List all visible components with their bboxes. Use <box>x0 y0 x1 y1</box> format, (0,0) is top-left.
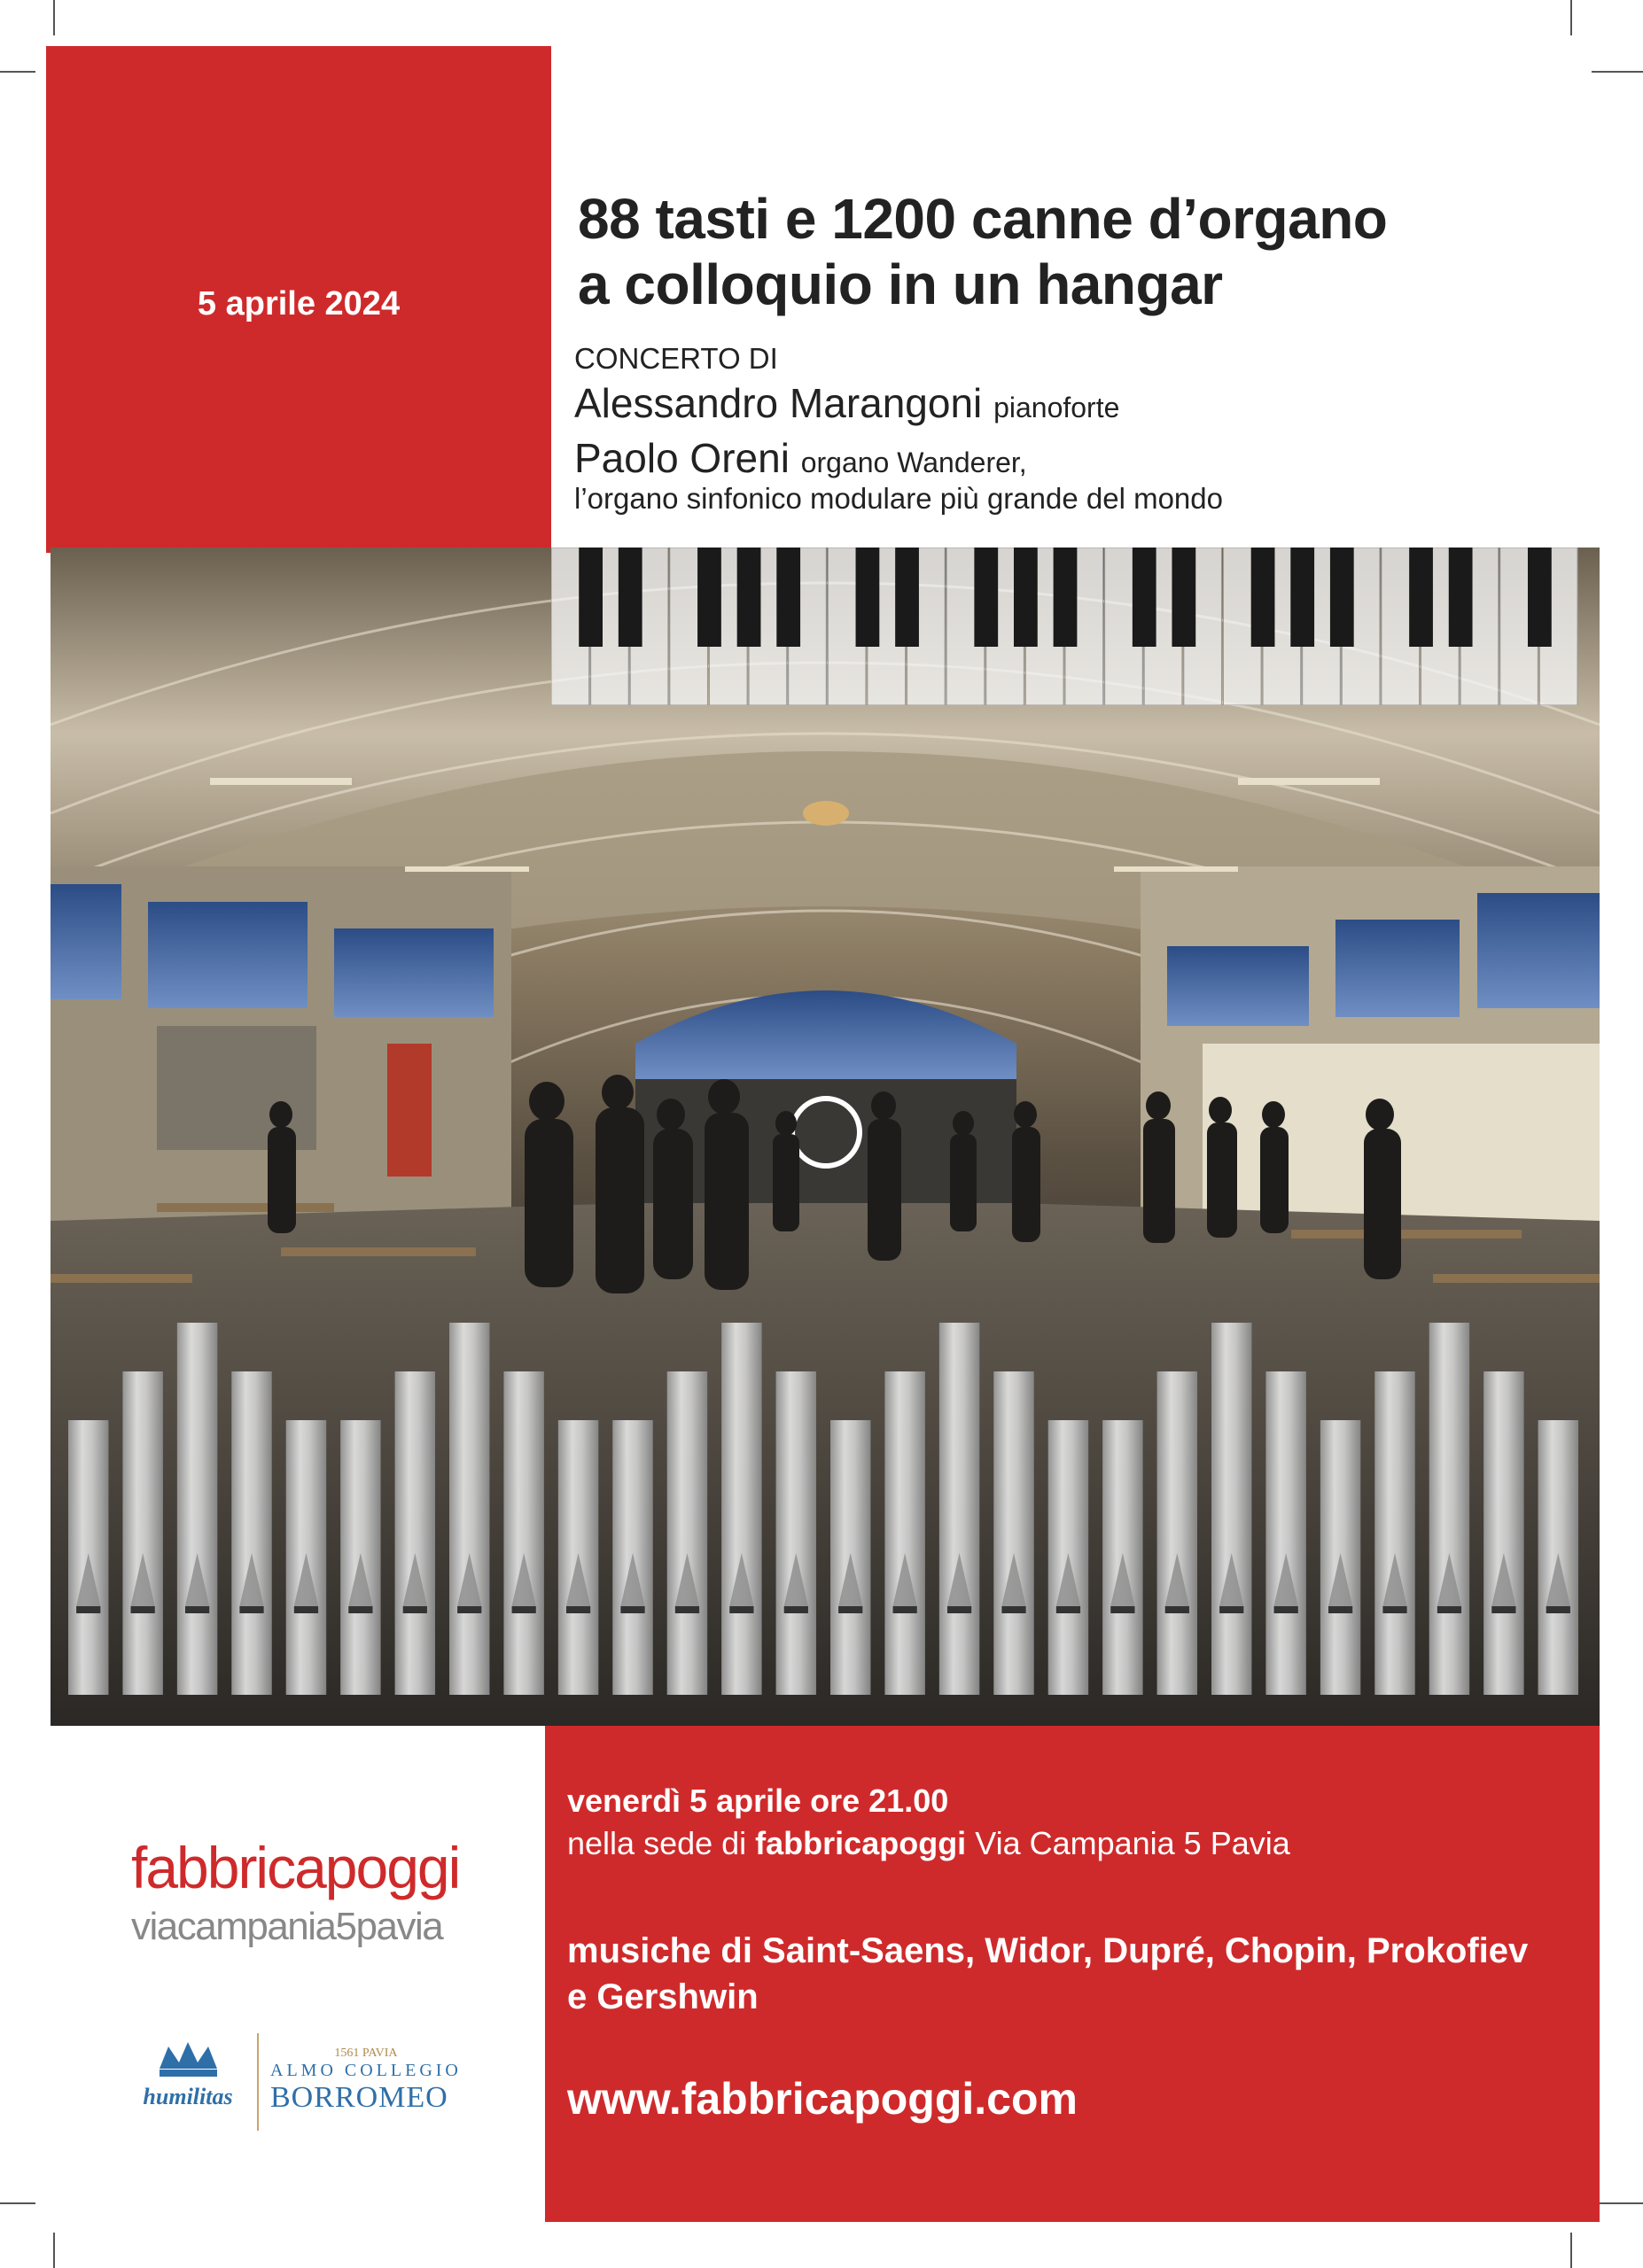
music-program: musiche di Saint-Saens, Widor, Dupré, Chopin, Prokofiev e Gershwin <box>567 1931 1529 2016</box>
black-key <box>579 548 603 647</box>
hangar-photo <box>51 548 1600 1726</box>
organ-pipe <box>993 1371 1033 1695</box>
end-window <box>635 990 1016 1079</box>
organ-pipe <box>1102 1420 1142 1695</box>
black-key <box>895 548 919 647</box>
black-key <box>1251 548 1275 647</box>
logo-divider <box>257 2033 259 2131</box>
black-key <box>1290 548 1314 647</box>
black-key <box>1528 548 1552 647</box>
organ-pipe <box>449 1323 489 1695</box>
event-date: 5 aprile 2024 <box>197 285 401 322</box>
organ-pipe <box>884 1371 924 1695</box>
poster-title <box>578 186 1387 317</box>
crown-icon <box>128 2038 248 2126</box>
performer-role: pianoforte <box>993 392 1120 423</box>
borromeo-line2: BORROMEO <box>270 2081 448 2114</box>
borromeo-logo <box>270 2047 462 2115</box>
black-key <box>1449 548 1473 647</box>
organ-pipe <box>721 1323 761 1695</box>
black-key <box>974 548 998 647</box>
crop-mark <box>1570 0 1572 35</box>
venue-name: fabbricapoggi <box>755 1825 967 1861</box>
black-key <box>856 548 880 647</box>
organ-description: l’organo sinfonico modulare più grande del mondo <box>574 482 1223 515</box>
organ-pipe <box>177 1323 217 1695</box>
organ-pipes <box>51 1323 1600 1695</box>
title-line-2: a colloquio in un hangar <box>578 252 1223 316</box>
event-datetime: venerdì 5 aprile ore 21.00 <box>567 1783 949 1819</box>
website-link[interactable]: www.fabbricapoggi.com <box>567 2074 1078 2124</box>
event-venue <box>567 1825 1290 1862</box>
black-key <box>1054 548 1078 647</box>
title-line-1: 88 tasti e 1200 canne d’organo <box>578 187 1388 251</box>
concerto-label: CONCERTO DI <box>574 342 778 375</box>
performer-role: organo Wanderer, <box>800 447 1027 478</box>
borromeo-year: 1561 PAVIA <box>334 2047 398 2060</box>
brand-name: fabbricapoggi <box>131 1835 460 1900</box>
organ-pipe <box>1429 1323 1469 1695</box>
black-key <box>1014 548 1038 647</box>
black-key <box>1172 548 1195 647</box>
black-key <box>1133 548 1156 647</box>
crop-mark <box>53 2233 55 2268</box>
organ-pipe <box>612 1420 652 1695</box>
venue-address: Via Campania 5 Pavia <box>975 1825 1290 1861</box>
organ-pipe <box>939 1323 979 1695</box>
crop-mark <box>0 2202 35 2204</box>
organ-pipe <box>1320 1420 1360 1695</box>
black-key <box>776 548 800 647</box>
performer-2 <box>574 434 1027 482</box>
crop-mark <box>53 0 55 35</box>
organ-pipe <box>1483 1371 1523 1695</box>
black-key <box>737 548 761 647</box>
organ-pipe <box>1048 1420 1088 1695</box>
brand-subtitle: viacampania5pavia <box>131 1905 443 1948</box>
black-key <box>697 548 721 647</box>
organ-pipe <box>286 1420 326 1695</box>
venue-prefix: nella sede di <box>567 1825 747 1861</box>
svg-text:humilitas: humilitas <box>143 2084 233 2109</box>
organ-pipe <box>776 1371 816 1695</box>
organ-pipe <box>830 1420 870 1695</box>
performer-name: Paolo Oreni <box>574 435 790 481</box>
organ-pipe <box>340 1420 380 1695</box>
organ-pipe <box>68 1420 108 1695</box>
organ-pipe <box>231 1371 271 1695</box>
black-key <box>619 548 642 647</box>
black-key <box>1330 548 1354 647</box>
organ-pipe <box>1157 1371 1197 1695</box>
organ-pipe <box>1265 1371 1305 1695</box>
piano-keyboard <box>551 548 1579 705</box>
organ-pipe <box>122 1371 162 1695</box>
performer-1 <box>574 379 1119 427</box>
borromeo-line1: ALMO COLLEGIO <box>270 2061 462 2080</box>
organ-pipe <box>558 1420 598 1695</box>
organ-pipe <box>1374 1371 1414 1695</box>
organ-pipe <box>395 1371 435 1695</box>
organ-pipe <box>503 1371 543 1695</box>
organ-pipe <box>667 1371 707 1695</box>
crop-mark <box>1570 2233 1572 2268</box>
crop-mark <box>1592 71 1643 73</box>
crop-mark <box>0 71 35 73</box>
black-key <box>1409 548 1433 647</box>
organ-pipe <box>1538 1420 1578 1695</box>
organ-pipe <box>1211 1323 1251 1695</box>
humilitas-logo <box>128 2038 248 2131</box>
performer-name: Alessandro Marangoni <box>574 380 983 426</box>
